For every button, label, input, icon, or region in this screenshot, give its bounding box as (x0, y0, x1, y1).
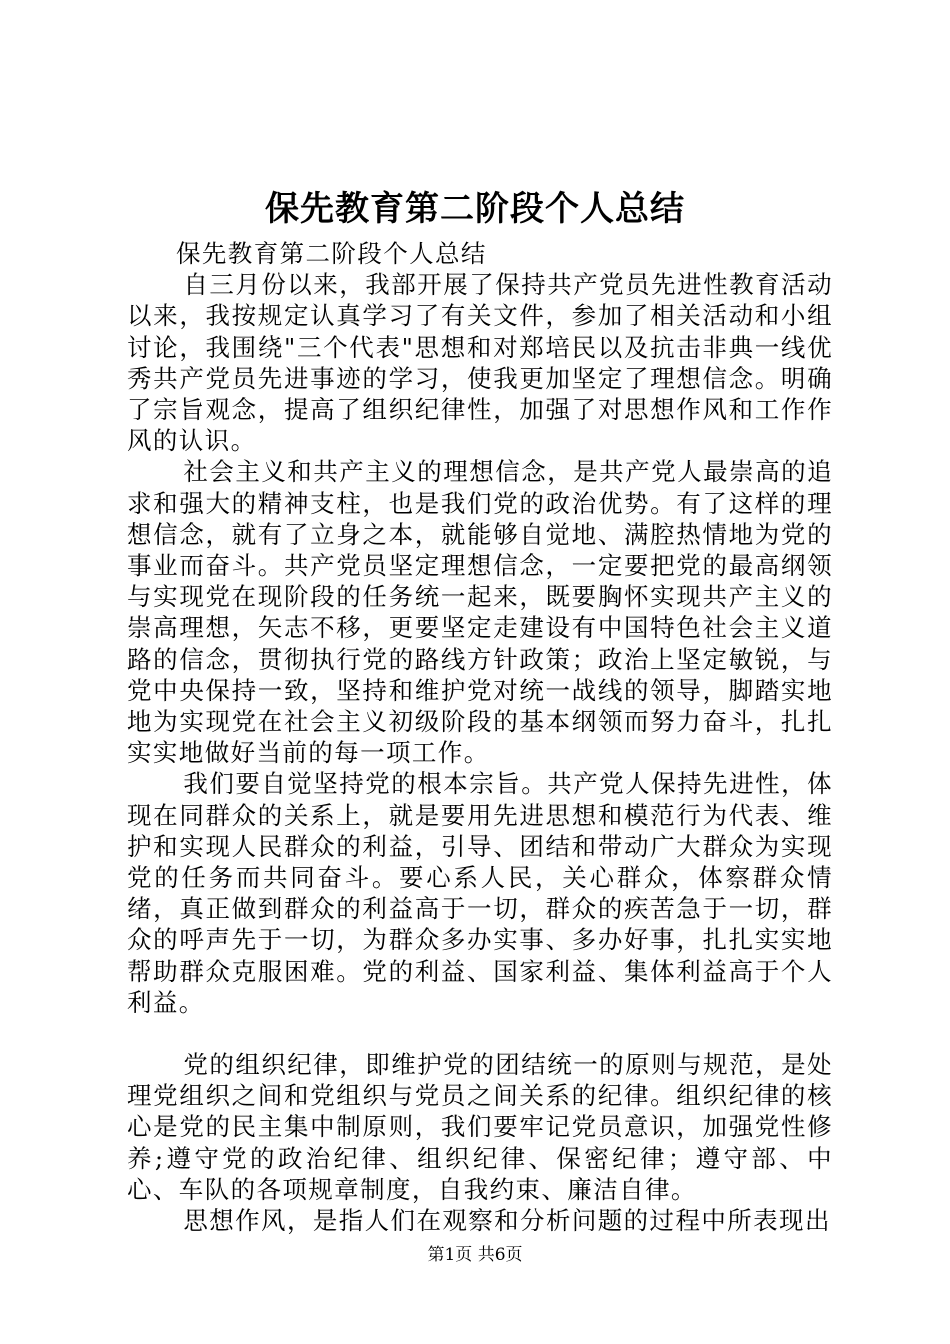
page-footer (0, 1244, 950, 1266)
page-number-indicator: 第1页 共6页 (427, 1245, 523, 1265)
document-title: 保先教育第二阶段个人总结 (265, 189, 685, 229)
paragraph-style: 思想作风，是指人们在观察和分析问题的过程中所表现出 (183, 1206, 831, 1236)
paragraph-intro: 自三月份以来，我部开展了保持共产党员先进性教育活动以来，我按规定认真学习了有关文件，参加了相关活动和小组讨论，我围绕"三个代表"思想和对郑培民以及抗击非典一线优秀共产党员先进事迹的学习，使我更加坚定了理想信念。明确了宗旨观念，提高了组织纪律性，加强了对思想作风和工作作风的认识。 (127, 270, 833, 456)
paragraph-purpose: 我们要自觉坚持党的根本宗旨。共产党人保持先进性，体现在同群众的关系上，就是要用先进思想和模范行为代表、维护和实现人民群众的利益，引导、团结和带动广大群众为实现党的任务而共同奋斗。要心系人民，关心群众，体察群众情绪，真正做到群众的利益高于一切，群众的疾苦急于一切，群众的呼声先于一切，为群众多办实事、多办好事，扎扎实实地帮助群众克服困难。党的利益、国家利益、集体利益高于个人利益。 (127, 769, 833, 1017)
paragraph-ideals: 社会主义和共产主义的理想信念，是共产党人最崇高的追求和强大的精神支柱，也是我们党的政治优势。有了这样的理想信念，就有了立身之本，就能够自觉地、满腔热情地为党的事业而奋斗。共产党员坚定理想信念，一定要把党的最高纲领与实现党在现阶段的任务统一起来，既要胸怀实现共产主义的崇高理想，矢志不移，更要坚定走建设有中国特色社会主义道路的信念，贯彻执行党的路线方针政策；政治上坚定敏锐，与党中央保持一致，坚持和维护党对统一战线的领导，脚踏实地地为实现党在社会主义初级阶段的基本纲领而努力奋斗，扎扎实实地做好当前的每一项工作。 (127, 457, 833, 768)
paragraph-discipline: 党的组织纪律，即维护党的团结统一的原则与规范，是处理党组织之间和党组织与党员之间关系的纪律。组织纪律的核心是党的民主集中制原则，我们要牢记党员意识，加强党性修养;遵守党的政治纪律、组织纪律、保密纪律；遵守部、中心、车队的各项规章制度，自我约束、廉洁自律。 (127, 1050, 833, 1204)
document-body (127, 238, 833, 1236)
document-subtitle: 保先教育第二阶段个人总结 (176, 239, 487, 268)
